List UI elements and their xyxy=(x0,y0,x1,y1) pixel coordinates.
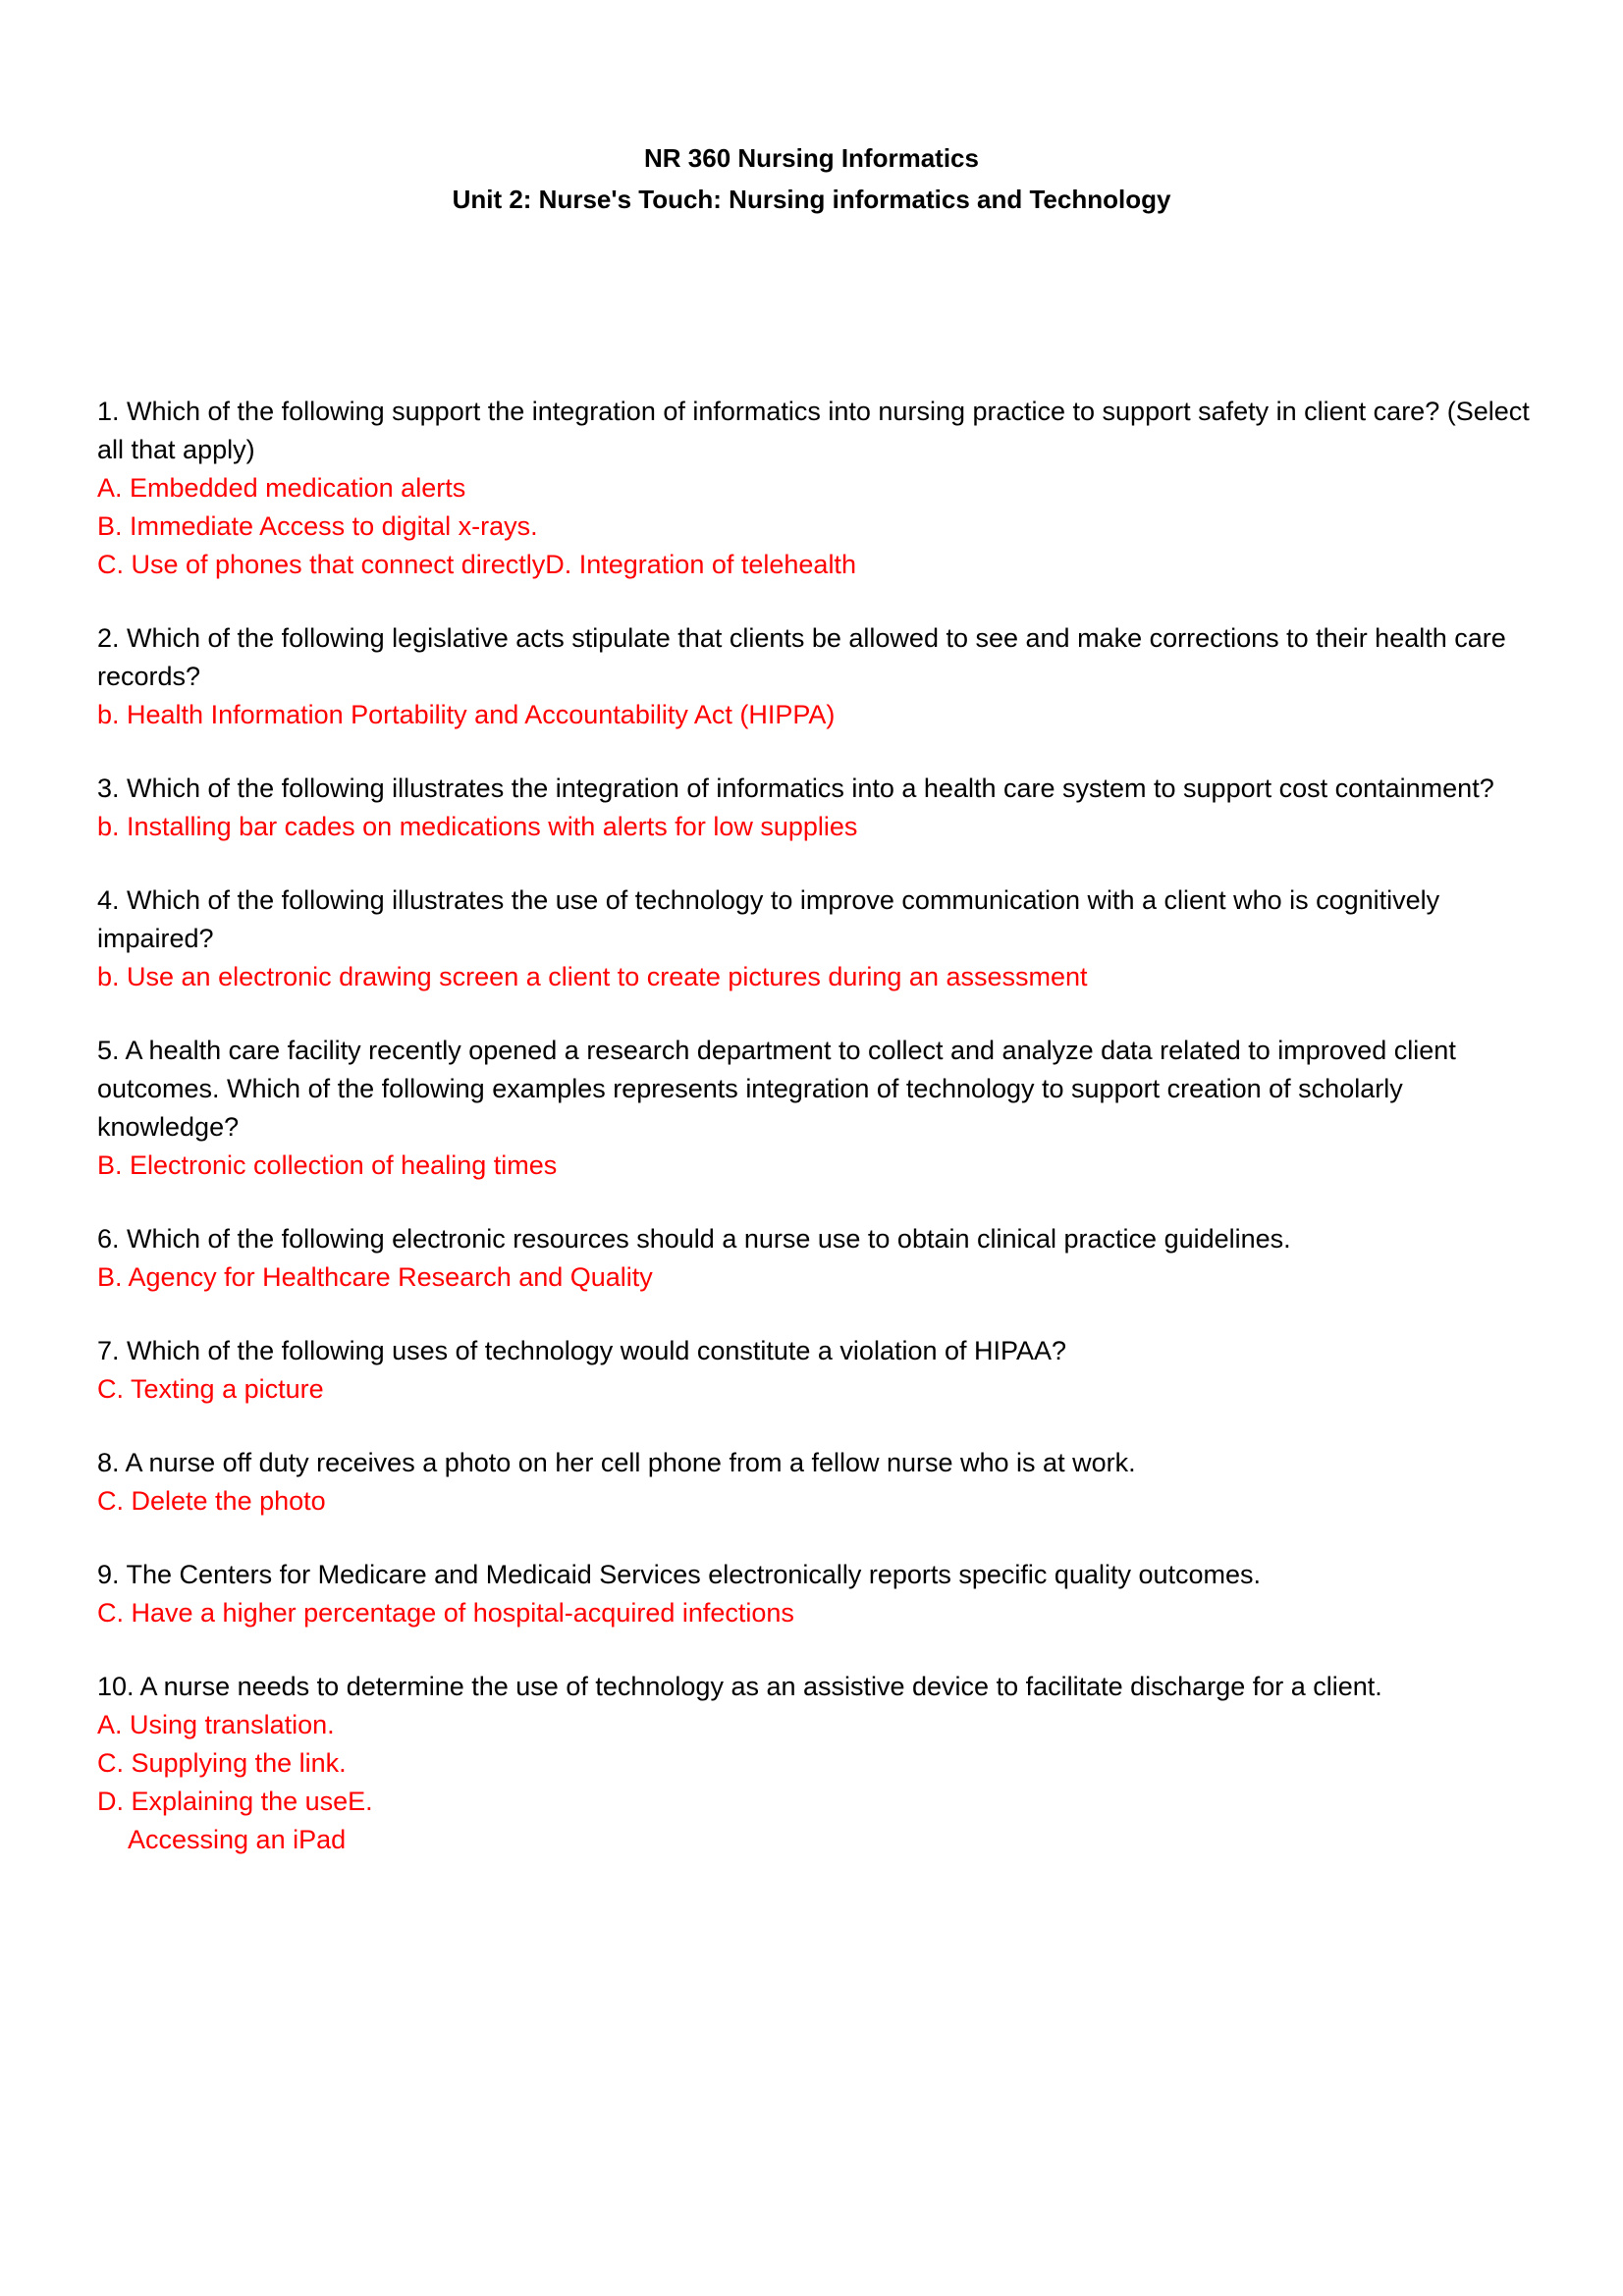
document-header xyxy=(0,137,1623,220)
question-3 xyxy=(97,770,1541,846)
question-text: 6. Which of the following electronic resources should a nurse use to obtain clinical practice guidelines. xyxy=(97,1224,1291,1254)
answer-line: C. Supplying the link. xyxy=(97,1748,347,1778)
question-text: 3. Which of the following illustrates the integration of informatics into a health care system to support cost containment? xyxy=(97,774,1494,803)
question-text: 8. A nurse off duty receives a photo on her cell phone from a fellow nurse who is at work. xyxy=(97,1448,1136,1477)
answer-line: b. Installing bar cades on medications with alerts for low supplies xyxy=(97,812,858,841)
answer-line: D. Explaining the useE. xyxy=(97,1787,373,1816)
answer-line: C. Have a higher percentage of hospital-acquired infections xyxy=(97,1598,794,1628)
answer-line: C. Delete the photo xyxy=(97,1486,326,1516)
question-text: 2. Which of the following legislative acts stipulate that clients be allowed to see and make corrections to their health care records? xyxy=(97,623,1506,691)
question-list xyxy=(97,393,1541,1895)
answer-line: C. Texting a picture xyxy=(97,1374,324,1404)
question-4 xyxy=(97,881,1541,996)
question-9 xyxy=(97,1556,1541,1632)
question-1 xyxy=(97,393,1541,584)
question-6 xyxy=(97,1220,1541,1297)
question-text: 7. Which of the following uses of technology would constitute a violation of HIPAA? xyxy=(97,1336,1067,1365)
question-text: 10. A nurse needs to determine the use of technology as an assistive device to facilitate discharge for a client. xyxy=(97,1672,1382,1701)
question-10 xyxy=(97,1668,1541,1859)
question-8 xyxy=(97,1444,1541,1521)
document-subtitle: Unit 2: Nurse's Touch: Nursing informatics and Technology xyxy=(452,185,1171,214)
question-2 xyxy=(97,619,1541,734)
question-text: 1. Which of the following support the integration of informatics into nursing practice to support safety in client care? (Select all that apply) xyxy=(97,397,1530,464)
question-text: 5. A health care facility recently opened a research department to collect and analyze data related to improved client outcomes. Which of the following examples represents integration of technology to support creation of scholarly knowledge? xyxy=(97,1036,1456,1142)
answer-line: A. Using translation. xyxy=(97,1710,335,1739)
document-title: NR 360 Nursing Informatics xyxy=(644,143,979,173)
question-text: 9. The Centers for Medicare and Medicaid Services electronically reports specific quality outcomes. xyxy=(97,1560,1262,1589)
answer-line: B. Electronic collection of healing times xyxy=(97,1150,558,1180)
answer-line: b. Use an electronic drawing screen a client to create pictures during an assessment xyxy=(97,962,1088,991)
answer-line: b. Health Information Portability and Accountability Act (HIPPA) xyxy=(97,700,836,729)
question-text: 4. Which of the following illustrates the use of technology to improve communication with a client who is cognitively impaired? xyxy=(97,885,1440,953)
question-7 xyxy=(97,1332,1541,1409)
answer-line: B. Agency for Healthcare Research and Quality xyxy=(97,1262,653,1292)
answer-line: A. Embedded medication alerts xyxy=(97,473,466,503)
question-5 xyxy=(97,1032,1541,1185)
answer-line: B. Immediate Access to digital x-rays. xyxy=(97,511,538,541)
answer-line: C. Use of phones that connect directlyD. Integration of telehealth xyxy=(97,550,856,579)
answer-line: Accessing an iPad xyxy=(128,1825,347,1854)
